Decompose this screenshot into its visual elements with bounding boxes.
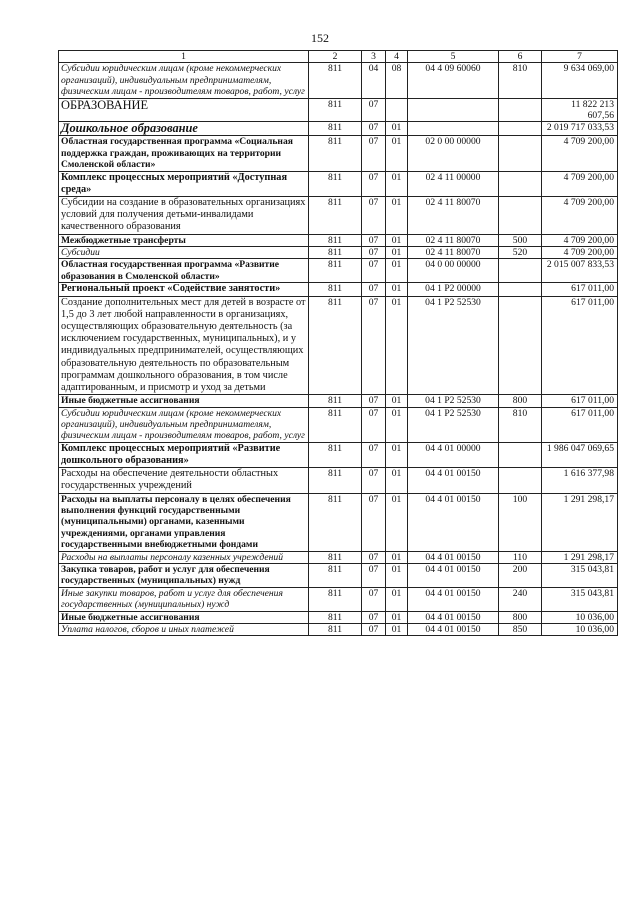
cell-code-3: 04 xyxy=(362,63,386,98)
row-name: Субсидии юридическим лицам (кроме некоммерческих организаций), индивидуальным предпринимателям, физическим лицам - производителям товаров, работ, услуг xyxy=(59,407,309,442)
cell-code-3: 07 xyxy=(362,122,386,136)
cell-code-6 xyxy=(499,197,542,235)
cell-code-6: 500 xyxy=(499,234,542,246)
row-name: ОБРАЗОВАНИЕ xyxy=(59,98,309,122)
cell-amount: 1 291 298,17 xyxy=(542,551,618,563)
column-header: 2 xyxy=(309,51,362,63)
cell-code-3: 07 xyxy=(362,171,386,196)
cell-code-2: 811 xyxy=(309,468,362,493)
cell-code-6: 110 xyxy=(499,551,542,563)
cell-code-6: 200 xyxy=(499,564,542,588)
cell-code-2: 811 xyxy=(309,442,362,467)
cell-code-2: 811 xyxy=(309,564,362,588)
cell-code-4: 01 xyxy=(386,259,408,283)
cell-code-2: 811 xyxy=(309,296,362,395)
cell-code-4: 01 xyxy=(386,587,408,611)
cell-code-5 xyxy=(408,98,499,122)
cell-code-5: 02 4 11 00000 xyxy=(408,171,499,196)
cell-code-2: 811 xyxy=(309,624,362,636)
row-name: Комплекс процессных мероприятий «Развитие дошкольного образования» xyxy=(59,442,309,467)
cell-code-5: 04 4 01 00150 xyxy=(408,564,499,588)
cell-code-3: 07 xyxy=(362,136,386,171)
table-row xyxy=(59,122,618,136)
cell-code-3: 07 xyxy=(362,564,386,588)
cell-code-5: 04 1 P2 52530 xyxy=(408,407,499,442)
cell-amount: 4 709 200,00 xyxy=(542,136,618,171)
cell-code-2: 811 xyxy=(309,63,362,98)
cell-code-2: 811 xyxy=(309,197,362,235)
cell-code-2: 811 xyxy=(309,283,362,296)
table-row xyxy=(59,98,618,122)
row-name: Комплекс процессных мероприятий «Доступная среда» xyxy=(59,171,309,196)
cell-code-3: 07 xyxy=(362,283,386,296)
table-row xyxy=(59,407,618,442)
row-name: Закупка товаров, работ и услуг для обеспечения государственных (муниципальных) нужд xyxy=(59,564,309,588)
cell-code-6 xyxy=(499,171,542,196)
cell-code-4: 01 xyxy=(386,468,408,493)
row-name: Областная государственная программа «Социальная поддержка граждан, проживающих на территории Смоленской области» xyxy=(59,136,309,171)
cell-amount: 617 011,00 xyxy=(542,283,618,296)
cell-code-2: 811 xyxy=(309,407,362,442)
cell-code-5: 04 1 P2 52530 xyxy=(408,395,499,407)
table-row xyxy=(59,442,618,467)
cell-code-2: 811 xyxy=(309,587,362,611)
cell-code-6: 800 xyxy=(499,395,542,407)
cell-code-5: 04 4 01 00150 xyxy=(408,551,499,563)
table-row xyxy=(59,493,618,551)
cell-code-2: 811 xyxy=(309,98,362,122)
row-name: Субсидии xyxy=(59,247,309,259)
cell-code-4: 01 xyxy=(386,283,408,296)
cell-code-2: 811 xyxy=(309,234,362,246)
cell-code-3: 07 xyxy=(362,493,386,551)
budget-table xyxy=(58,50,618,636)
cell-amount: 1 291 298,17 xyxy=(542,493,618,551)
column-header: 6 xyxy=(499,51,542,63)
row-name: Иные бюджетные ассигнования xyxy=(59,611,309,623)
cell-code-6 xyxy=(499,136,542,171)
cell-code-6: 100 xyxy=(499,493,542,551)
cell-code-4: 01 xyxy=(386,395,408,407)
cell-code-4: 01 xyxy=(386,624,408,636)
cell-code-2: 811 xyxy=(309,551,362,563)
cell-code-4: 01 xyxy=(386,551,408,563)
cell-code-2: 811 xyxy=(309,493,362,551)
cell-code-4: 01 xyxy=(386,407,408,442)
row-name: Уплата налогов, сборов и иных платежей xyxy=(59,624,309,636)
cell-code-3: 07 xyxy=(362,98,386,122)
cell-amount: 4 709 200,00 xyxy=(542,171,618,196)
cell-code-3: 07 xyxy=(362,551,386,563)
table-row xyxy=(59,136,618,171)
row-name: Расходы на выплаты персоналу в целях обеспечения выполнения функций государственными (муниципальными) органами, казенными учреждениями, органами управления государственными внебюджетными фондами xyxy=(59,493,309,551)
cell-code-4: 01 xyxy=(386,442,408,467)
cell-code-5: 04 4 01 00150 xyxy=(408,624,499,636)
page-number: 152 xyxy=(311,31,329,45)
cell-code-4: 01 xyxy=(386,171,408,196)
column-header: 7 xyxy=(542,51,618,63)
cell-code-5: 04 1 P2 00000 xyxy=(408,283,499,296)
row-name: Дошкольное образование xyxy=(59,122,309,136)
cell-code-6 xyxy=(499,442,542,467)
cell-code-3: 07 xyxy=(362,296,386,395)
cell-code-3: 07 xyxy=(362,247,386,259)
cell-code-3: 07 xyxy=(362,611,386,623)
cell-amount: 315 043,81 xyxy=(542,587,618,611)
cell-amount: 11 822 213 607,56 xyxy=(542,98,618,122)
row-name: Иные бюджетные ассигнования xyxy=(59,395,309,407)
cell-code-4: 01 xyxy=(386,122,408,136)
cell-code-4: 01 xyxy=(386,136,408,171)
cell-code-5: 04 4 01 00150 xyxy=(408,611,499,623)
cell-code-6: 850 xyxy=(499,624,542,636)
cell-code-4: 01 xyxy=(386,247,408,259)
row-name: Расходы на обеспечение деятельности областных государственных учреждений xyxy=(59,468,309,493)
cell-code-4: 01 xyxy=(386,296,408,395)
cell-code-5: 04 4 09 60060 xyxy=(408,63,499,98)
cell-amount: 2 019 717 033,53 xyxy=(542,122,618,136)
cell-code-4: 08 xyxy=(386,63,408,98)
cell-code-3: 07 xyxy=(362,234,386,246)
cell-code-3: 07 xyxy=(362,259,386,283)
cell-code-4: 01 xyxy=(386,493,408,551)
table-row xyxy=(59,468,618,493)
cell-code-3: 07 xyxy=(362,407,386,442)
row-name: Расходы на выплаты персоналу казенных учреждений xyxy=(59,551,309,563)
row-name: Иные закупки товаров, работ и услуг для обеспечения государственных (муниципальных) нужд xyxy=(59,587,309,611)
column-header-row xyxy=(59,51,618,63)
table-row xyxy=(59,171,618,196)
cell-code-2: 811 xyxy=(309,122,362,136)
table-row xyxy=(59,197,618,235)
table-row xyxy=(59,259,618,283)
table-row xyxy=(59,611,618,623)
column-header: 1 xyxy=(59,51,309,63)
table-row xyxy=(59,63,618,98)
cell-code-3: 07 xyxy=(362,395,386,407)
cell-code-5: 02 0 00 00000 xyxy=(408,136,499,171)
cell-code-2: 811 xyxy=(309,171,362,196)
cell-amount: 2 015 007 833,53 xyxy=(542,259,618,283)
cell-code-4 xyxy=(386,98,408,122)
column-header: 4 xyxy=(386,51,408,63)
cell-amount: 617 011,00 xyxy=(542,395,618,407)
row-name: Субсидии юридическим лицам (кроме некоммерческих организаций), индивидуальным предпринимателям, физическим лицам - производителям товаров, работ, услуг xyxy=(59,63,309,98)
table-row xyxy=(59,234,618,246)
cell-code-6 xyxy=(499,259,542,283)
table-row xyxy=(59,587,618,611)
cell-code-2: 811 xyxy=(309,611,362,623)
cell-code-4: 01 xyxy=(386,197,408,235)
cell-code-6: 810 xyxy=(499,63,542,98)
cell-code-2: 811 xyxy=(309,395,362,407)
cell-amount: 4 709 200,00 xyxy=(542,247,618,259)
cell-amount: 10 036,00 xyxy=(542,624,618,636)
cell-amount: 1 616 377,98 xyxy=(542,468,618,493)
cell-amount: 617 011,00 xyxy=(542,296,618,395)
cell-code-5: 02 4 11 80070 xyxy=(408,247,499,259)
cell-code-3: 07 xyxy=(362,468,386,493)
row-name: Региональный проект «Содействие занятости» xyxy=(59,283,309,296)
cell-amount: 315 043,81 xyxy=(542,564,618,588)
cell-code-4: 01 xyxy=(386,234,408,246)
cell-code-5: 04 4 01 00150 xyxy=(408,468,499,493)
cell-code-6 xyxy=(499,283,542,296)
cell-amount: 10 036,00 xyxy=(542,611,618,623)
cell-code-5: 04 4 01 00150 xyxy=(408,587,499,611)
cell-amount: 1 986 047 069,65 xyxy=(542,442,618,467)
cell-code-6: 520 xyxy=(499,247,542,259)
cell-code-4: 01 xyxy=(386,564,408,588)
table-row xyxy=(59,283,618,296)
cell-code-5: 02 4 11 80070 xyxy=(408,197,499,235)
cell-code-3: 07 xyxy=(362,587,386,611)
row-name: Областная государственная программа «Развитие образования в Смоленской области» xyxy=(59,259,309,283)
row-name: Создание дополнительных мест для детей в возрасте от 1,5 до 3 лет любой направленности в организациях, осуществляющих образовательную деятельность (за исключением государственных, муниципальных), и у индивидуальных предпринимателей, осуществляющих образовательную деятельность по образовательным программам дошкольного образования, в том числе адаптированным, и присмотр и уход за детьми xyxy=(59,296,309,395)
cell-code-6 xyxy=(499,296,542,395)
cell-code-3: 07 xyxy=(362,197,386,235)
cell-code-6 xyxy=(499,468,542,493)
cell-code-5: 02 4 11 80070 xyxy=(408,234,499,246)
table-row xyxy=(59,564,618,588)
cell-code-2: 811 xyxy=(309,259,362,283)
table-row xyxy=(59,624,618,636)
cell-code-3: 07 xyxy=(362,624,386,636)
cell-code-6: 800 xyxy=(499,611,542,623)
cell-code-6 xyxy=(499,122,542,136)
cell-amount: 4 709 200,00 xyxy=(542,234,618,246)
cell-amount: 4 709 200,00 xyxy=(542,197,618,235)
column-header: 5 xyxy=(408,51,499,63)
budget-table-body xyxy=(59,51,618,636)
table-row xyxy=(59,551,618,563)
row-name: Субсидии на создание в образовательных организациях условий для получения детьми-инвалидами качественного образования xyxy=(59,197,309,235)
cell-code-5: 04 4 01 00150 xyxy=(408,493,499,551)
table-row xyxy=(59,296,618,395)
table-row xyxy=(59,247,618,259)
cell-code-5: 04 0 00 00000 xyxy=(408,259,499,283)
cell-code-5: 04 4 01 00000 xyxy=(408,442,499,467)
cell-code-6: 810 xyxy=(499,407,542,442)
column-header: 3 xyxy=(362,51,386,63)
cell-code-3: 07 xyxy=(362,442,386,467)
cell-amount: 9 634 069,00 xyxy=(542,63,618,98)
cell-amount: 617 011,00 xyxy=(542,407,618,442)
cell-code-5: 04 1 P2 52530 xyxy=(408,296,499,395)
cell-code-4: 01 xyxy=(386,611,408,623)
cell-code-5 xyxy=(408,122,499,136)
table-row xyxy=(59,395,618,407)
cell-code-6 xyxy=(499,98,542,122)
row-name: Межбюджетные трансферты xyxy=(59,234,309,246)
cell-code-2: 811 xyxy=(309,136,362,171)
cell-code-2: 811 xyxy=(309,247,362,259)
cell-code-6: 240 xyxy=(499,587,542,611)
